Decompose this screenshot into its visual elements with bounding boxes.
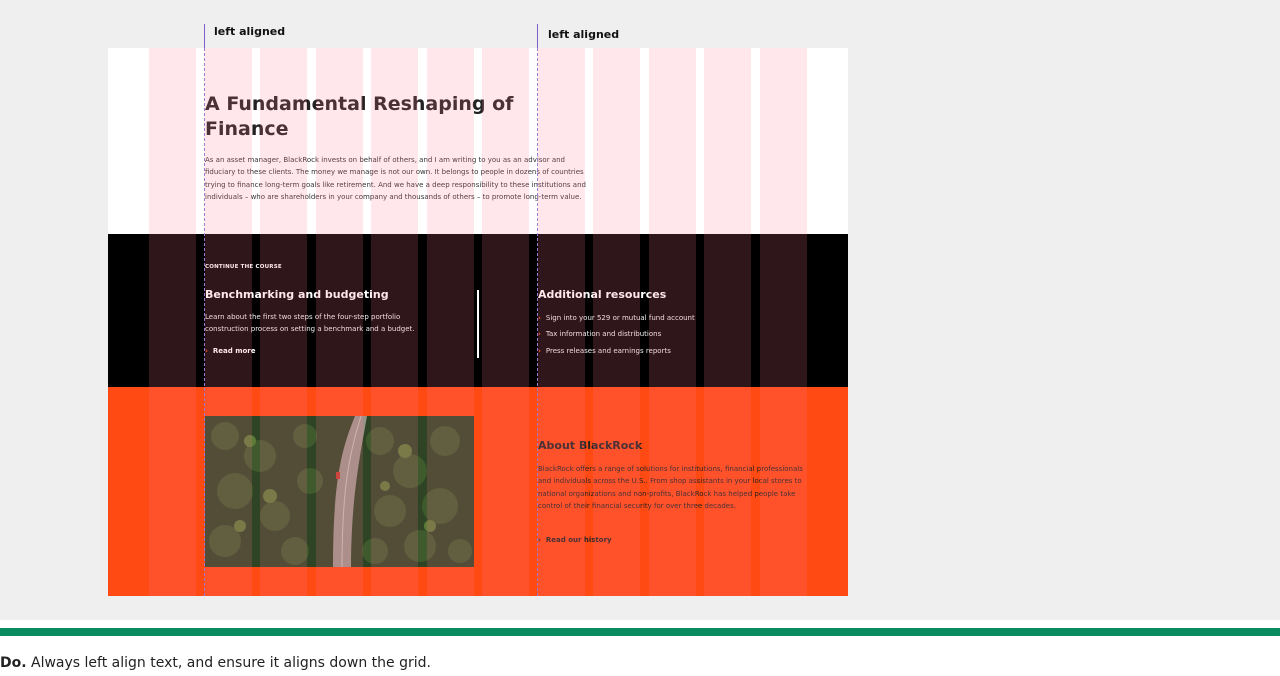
grid-column xyxy=(704,48,751,596)
left-guide-tick xyxy=(204,24,205,48)
grid-column xyxy=(316,48,363,596)
grid-column xyxy=(205,48,252,596)
hero-title: A Fundamental Reshaping of Finance xyxy=(205,93,514,140)
chevron-right-icon: › xyxy=(205,347,208,355)
read-history-label: Read our history xyxy=(545,536,612,544)
caption-lead: Do. xyxy=(0,655,27,671)
card-divider xyxy=(477,290,479,358)
about-title: About BlackRock xyxy=(538,439,643,452)
resource-label: Sign into your 529 or mutual fund account xyxy=(545,314,695,322)
grid-column xyxy=(149,48,196,596)
grid-column xyxy=(649,48,696,596)
hero-body: As an asset manager, BlackRock invests on behalf of others, and I am writing to you as an advisor and fiduciary to these clients. The money we manage is not our own. It belongs to people in dozens of countries trying to finance long-term goals like retirement. And we have a deep responsibility to these institutions and individuals – who are shareholders in your company and thousands of others – to promote long-term value. xyxy=(205,156,586,201)
right-alignment-guide xyxy=(537,48,538,596)
chevron-right-icon: › xyxy=(538,346,541,355)
grid-column xyxy=(593,48,640,596)
right-guide-label: left aligned xyxy=(548,28,620,41)
read-more-label: Read more xyxy=(212,347,256,355)
course-card-body: Learn about the first two steps of the four-step portfolio construction process on setting a benchmark and a budget. xyxy=(205,313,415,334)
chevron-right-icon: › xyxy=(538,330,541,339)
do-caption xyxy=(0,655,431,671)
right-guide-tick xyxy=(537,24,538,48)
grid-column xyxy=(427,48,474,596)
resource-label: Tax information and distributions xyxy=(545,330,662,339)
course-eyebrow: CONTINUE THE COURSE xyxy=(205,264,282,270)
caption-text: Always left align text, and ensure it aligns down the grid. xyxy=(31,655,431,671)
chevron-right-icon: › xyxy=(538,314,541,322)
grid-column xyxy=(371,48,418,596)
left-alignment-guide xyxy=(204,48,205,596)
page-mockup xyxy=(108,48,848,596)
grid-column xyxy=(482,48,529,596)
do-rule xyxy=(0,628,1280,636)
chevron-right-icon: › xyxy=(538,536,541,544)
about-body: BlackRock offers a range of solutions for institutions, financial professionals and individuals across the U.S.. From shop assistants in your local stores to national organizations and non-profits, BlackRock has helped people take control of their financial security for over three decades. xyxy=(538,465,803,510)
left-guide-label: left aligned xyxy=(214,25,286,38)
resources-title: Additional resources xyxy=(538,288,667,301)
grid-column xyxy=(538,48,585,596)
course-card-title: Benchmarking and budgeting xyxy=(205,288,389,301)
grid-column xyxy=(760,48,807,596)
resource-label: Press releases and earnings reports xyxy=(545,346,671,355)
grid-column xyxy=(260,48,307,596)
